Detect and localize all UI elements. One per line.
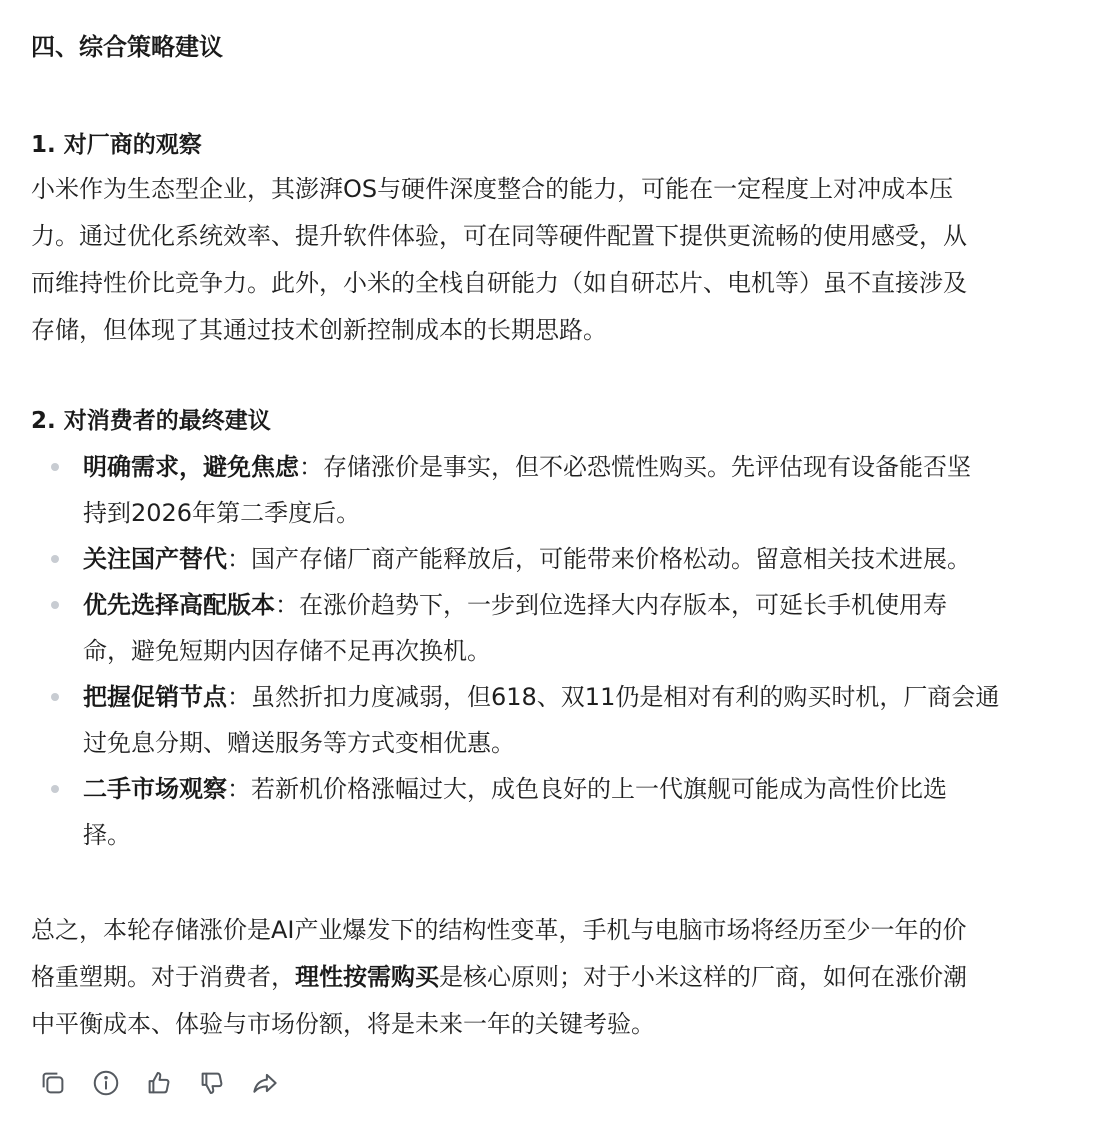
consumer-advice-list: [31, 444, 1091, 858]
dislike-button[interactable]: [195, 1066, 229, 1100]
info-button[interactable]: [89, 1066, 123, 1100]
share-icon: [250, 1068, 280, 1098]
vendor-observation-paragraph: [31, 166, 1091, 354]
paragraph-text: 是核心原则；对于小米这样的厂商，如何在涨价潮: [439, 963, 967, 991]
info-icon: [91, 1068, 121, 1098]
item-text: ：若新机价格涨幅过大，成色良好的上一代旗舰可能成为高性价比选: [227, 775, 947, 803]
copy-icon: [38, 1068, 68, 1098]
item-text: 持到2026年第二季度后。: [83, 499, 361, 527]
copy-button[interactable]: [36, 1066, 70, 1100]
item-label: 把握促销节点: [83, 683, 227, 711]
item-text: 命，避免短期内因存储不足再次换机。: [83, 637, 491, 665]
bullet-dot: [51, 601, 59, 609]
paragraph-line: 而维持性价比竞争力。此外，小米的全栈自研能力（如自研芯片、电机等）虽不直接涉及: [31, 269, 967, 297]
list-item: [31, 582, 1091, 674]
item-text: ：存储涨价是事实，但不必恐慌性购买。先评估现有设备能否坚: [299, 453, 971, 481]
item-label: 二手市场观察: [83, 775, 227, 803]
paragraph-line: 小米作为生态型企业，其澎湃OS与硬件深度整合的能力，可能在一定程度上对冲成本压: [31, 175, 954, 203]
thumbs-down-icon: [197, 1068, 227, 1098]
item-label: 关注国产替代: [83, 545, 227, 573]
bullet-dot: [51, 463, 59, 471]
paragraph-line: 总之，本轮存储涨价是AI产业爆发下的结构性变革，手机与电脑市场将经历至少一年的价: [31, 916, 967, 944]
paragraph-line: 力。通过优化系统效率、提升软件体验，可在同等硬件配置下提供更流畅的使用感受，从: [31, 222, 967, 250]
bullet-dot: [51, 785, 59, 793]
item-text: 择。: [83, 821, 131, 849]
item-text: 过免息分期、赠送服务等方式变相优惠。: [83, 729, 515, 757]
paragraph-text: 格重塑期。对于消费者，: [31, 963, 295, 991]
vendor-observation-title: 1. 对厂商的观察: [31, 132, 202, 158]
summary-paragraph: [31, 907, 1091, 1048]
item-text: ：国产存储厂商产能释放后，可能带来价格松动。留意相关技术进展。: [227, 545, 971, 573]
bullet-dot: [51, 693, 59, 701]
list-item: [31, 674, 1091, 766]
list-item: [31, 444, 1091, 536]
list-item: [31, 766, 1091, 858]
like-button[interactable]: [142, 1066, 176, 1100]
paragraph-line: 中平衡成本、体验与市场份额，将是未来一年的关键考验。: [31, 1010, 655, 1038]
message-actions: [36, 1066, 301, 1100]
bullet-dot: [51, 555, 59, 563]
summary-emphasis: 理性按需购买: [295, 963, 439, 991]
item-label: 优先选择高配版本: [83, 591, 275, 619]
thumbs-up-icon: [144, 1068, 174, 1098]
paragraph-line: 存储，但体现了其通过技术创新控制成本的长期思路。: [31, 316, 607, 344]
item-text: ：虽然折扣力度减弱，但618、双11仍是相对有利的购买时机，厂商会通: [227, 683, 1000, 711]
scroll-fade: [846, 1067, 1116, 1127]
item-text: ：在涨价趋势下，一步到位选择大内存版本，可延长手机使用寿: [275, 591, 947, 619]
consumer-advice-title: 2. 对消费者的最终建议: [31, 408, 271, 434]
section-heading: 四、综合策略建议: [31, 33, 223, 61]
item-label: 明确需求，避免焦虑: [83, 453, 299, 481]
list-item: [31, 536, 1091, 582]
share-button[interactable]: [248, 1066, 282, 1100]
